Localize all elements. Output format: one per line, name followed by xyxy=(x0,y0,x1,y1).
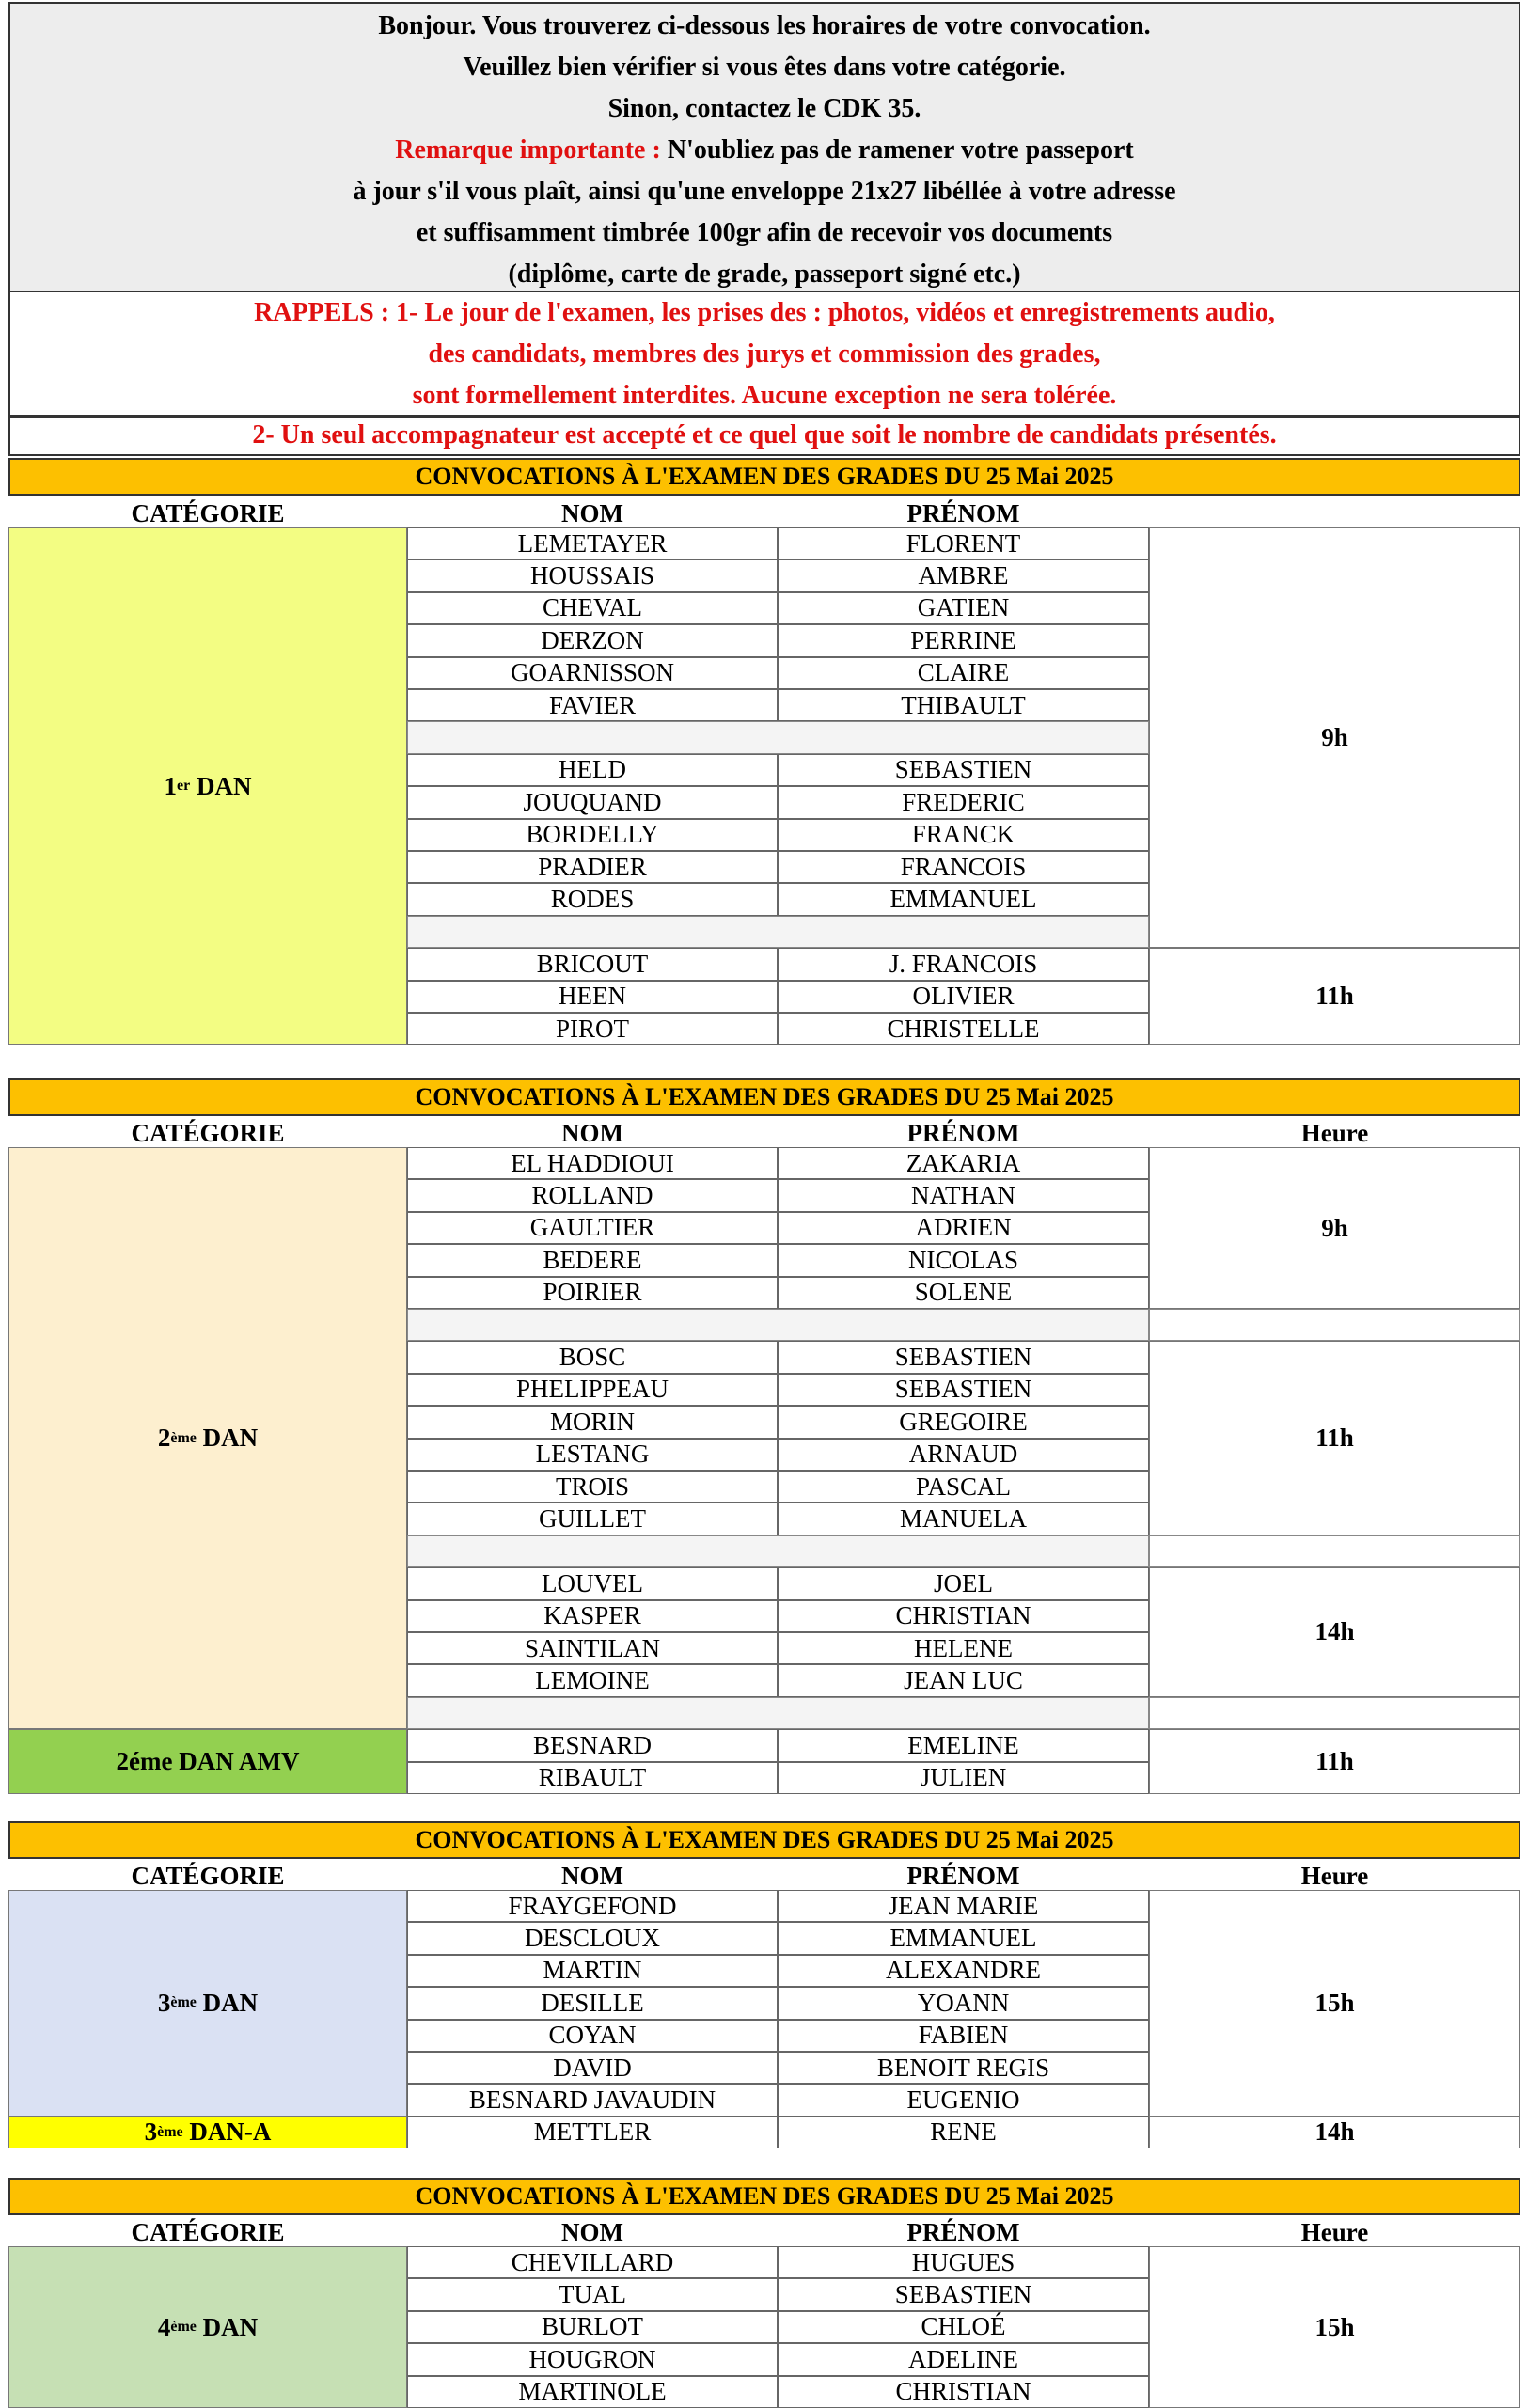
header-prenom: PRÉNOM xyxy=(906,2217,1020,2246)
spacer-row xyxy=(407,1697,1149,1729)
candidate-nom: KASPER xyxy=(407,1600,778,1632)
rappels-line-4: 2- Un seul accompagnateur est accepté et ce quel que soit le nombre de candidats présentés. xyxy=(252,420,1277,449)
candidate-prenom: JEAN MARIE xyxy=(778,1890,1149,1922)
spacer-hour xyxy=(1149,1309,1520,1341)
rappels-line-3: sont formellement interdites. Aucune exception ne sera tolérée. xyxy=(412,381,1117,410)
category-base: 4 xyxy=(157,2312,171,2341)
candidate-nom: HELD xyxy=(407,754,778,786)
spacer-row xyxy=(407,1535,1149,1567)
candidate-prenom: CHRISTIAN xyxy=(778,1600,1149,1632)
category-cell xyxy=(8,527,407,1045)
candidate-nom: LEMETAYER xyxy=(407,527,778,559)
category-sup: ème xyxy=(170,2319,197,2335)
candidate-nom: BOSC xyxy=(407,1341,778,1373)
candidate-nom: BURLOT xyxy=(407,2311,778,2343)
category-cell xyxy=(8,2117,407,2148)
hour-cell: 11h xyxy=(1149,1341,1520,1535)
header-prenom: PRÉNOM xyxy=(906,1861,1020,1890)
candidate-prenom: FLORENT xyxy=(778,527,1149,559)
section-title: CONVOCATIONS À L'EXAMEN DES GRADES DU 25 Mai 2025 xyxy=(8,2178,1520,2215)
category-rest: DAN-A xyxy=(182,2117,272,2147)
candidate-prenom: NATHAN xyxy=(778,1179,1149,1211)
candidate-prenom: SEBASTIEN xyxy=(778,1374,1149,1406)
header-nom: NOM xyxy=(561,498,623,527)
candidate-nom: RODES xyxy=(407,883,778,915)
candidate-nom: BESNARD JAVAUDIN xyxy=(407,2084,778,2116)
candidate-prenom: ZAKARIA xyxy=(778,1147,1149,1179)
candidate-nom: CHEVILLARD xyxy=(407,2246,778,2278)
category-sup: ème xyxy=(170,1994,197,2011)
candidate-nom: RIBAULT xyxy=(407,1762,778,1794)
candidate-nom: PIROT xyxy=(407,1013,778,1045)
header-prenom: PRÉNOM xyxy=(906,1118,1020,1147)
candidate-prenom: CHRISTELLE xyxy=(778,1013,1149,1045)
candidate-nom: TROIS xyxy=(407,1471,778,1503)
spacer-row xyxy=(407,1309,1149,1341)
candidate-nom: METTLER xyxy=(407,2117,778,2148)
candidate-nom: BORDELLY xyxy=(407,819,778,851)
candidate-nom: MARTINOLE xyxy=(407,2376,778,2408)
candidate-nom: DAVID xyxy=(407,2052,778,2084)
header-heure: Heure xyxy=(1300,1118,1369,1147)
candidate-prenom: PASCAL xyxy=(778,1471,1149,1503)
candidate-prenom: EMMANUEL xyxy=(778,883,1149,915)
category-base: 1 xyxy=(164,771,178,800)
notice-line-3: Sinon, contactez le CDK 35. xyxy=(607,94,921,123)
candidate-prenom: GREGOIRE xyxy=(778,1406,1149,1438)
candidate-prenom: ALEXANDRE xyxy=(778,1955,1149,1987)
notice-line-6: et suffisamment timbrée 100gr afin de recevoir vos documents xyxy=(416,218,1113,247)
candidate-prenom: EMMANUEL xyxy=(778,1922,1149,1954)
candidate-prenom: J. FRANCOIS xyxy=(778,948,1149,980)
notice-important xyxy=(10,130,1519,171)
candidate-prenom: SOLENE xyxy=(778,1277,1149,1309)
candidate-nom: GUILLET xyxy=(407,1503,778,1535)
candidate-prenom: CLAIRE xyxy=(778,657,1149,689)
hour-cell: 14h xyxy=(1149,2117,1520,2148)
candidate-prenom: MANUELA xyxy=(778,1503,1149,1535)
candidate-prenom: EUGENIO xyxy=(778,2084,1149,2116)
category-cell xyxy=(8,1729,407,1794)
candidate-nom: BEDERE xyxy=(407,1244,778,1276)
header-prenom: PRÉNOM xyxy=(906,498,1020,527)
rappels-line-2: des candidats, membres des jurys et commission des grades, xyxy=(428,339,1101,369)
header-heure: Heure xyxy=(1300,2217,1369,2246)
candidate-nom: GOARNISSON xyxy=(407,657,778,689)
candidate-prenom: RENE xyxy=(778,2117,1149,2148)
candidate-prenom: CHRISTIAN xyxy=(778,2376,1149,2408)
hour-cell: 14h xyxy=(1149,1567,1520,1697)
candidate-nom: COYAN xyxy=(407,2020,778,2052)
header-categorie: CATÉGORIE xyxy=(131,1861,285,1890)
candidate-prenom: SEBASTIEN xyxy=(778,754,1149,786)
candidate-prenom: EMELINE xyxy=(778,1729,1149,1761)
spacer-row xyxy=(407,721,1149,753)
candidate-prenom: AMBRE xyxy=(778,559,1149,591)
candidate-prenom: OLIVIER xyxy=(778,981,1149,1013)
candidate-nom: GAULTIER xyxy=(407,1212,778,1244)
candidate-nom: FRAYGEFOND xyxy=(407,1890,778,1922)
candidate-prenom: JOEL xyxy=(778,1567,1149,1599)
candidate-prenom: SEBASTIEN xyxy=(778,1341,1149,1373)
candidate-prenom: JULIEN xyxy=(778,1762,1149,1794)
candidate-nom: LEMOINE xyxy=(407,1664,778,1696)
important-label: Remarque importante : xyxy=(395,135,661,165)
candidate-prenom: ARNAUD xyxy=(778,1439,1149,1471)
hour-cell: 11h xyxy=(1149,1729,1520,1794)
category-sup: ème xyxy=(157,2123,183,2140)
hour-cell: 15h xyxy=(1149,1890,1520,2117)
candidate-prenom: ADRIEN xyxy=(778,1212,1149,1244)
category-base: 3 xyxy=(157,1988,171,2017)
candidate-prenom: ADELINE xyxy=(778,2343,1149,2375)
hour-cell: 9h xyxy=(1149,1147,1520,1309)
candidate-nom: POIRIER xyxy=(407,1277,778,1309)
category-cell xyxy=(8,1890,407,2117)
candidate-prenom: PERRINE xyxy=(778,624,1149,656)
candidate-nom: MARTIN xyxy=(407,1955,778,1987)
candidate-prenom: NICOLAS xyxy=(778,1244,1149,1276)
header-categorie: CATÉGORIE xyxy=(131,498,285,527)
header-heure: Heure xyxy=(1300,1861,1369,1890)
candidate-nom: HOUGRON xyxy=(407,2343,778,2375)
notice-box xyxy=(8,2,1520,292)
section-title: CONVOCATIONS À L'EXAMEN DES GRADES DU 25 Mai 2025 xyxy=(8,1078,1520,1116)
candidate-prenom: FRANCOIS xyxy=(778,851,1149,883)
rappels-box-2 xyxy=(8,417,1520,456)
category-sup: er xyxy=(177,778,191,795)
category-rest: DAN xyxy=(190,771,252,800)
candidate-nom: FAVIER xyxy=(407,689,778,721)
candidate-nom: TUAL xyxy=(407,2278,778,2310)
candidate-prenom: CHLOÉ xyxy=(778,2311,1149,2343)
category-cell xyxy=(8,1147,407,1729)
spacer-hour xyxy=(1149,1535,1520,1567)
candidate-nom: HEEN xyxy=(407,981,778,1013)
candidate-prenom: HUGUES xyxy=(778,2246,1149,2278)
category-base: 2 xyxy=(157,1424,171,1453)
candidate-nom: PRADIER xyxy=(407,851,778,883)
candidate-prenom: JEAN LUC xyxy=(778,1664,1149,1696)
important-text: N'oubliez pas de ramener votre passeport xyxy=(660,135,1134,165)
candidate-prenom: FRANCK xyxy=(778,819,1149,851)
hour-cell: 15h xyxy=(1149,2246,1520,2408)
hour-cell: 9h xyxy=(1149,527,1520,948)
candidate-nom: MORIN xyxy=(407,1406,778,1438)
candidate-nom: HOUSSAIS xyxy=(407,559,778,591)
candidate-nom: DERZON xyxy=(407,624,778,656)
candidate-nom: CHEVAL xyxy=(407,592,778,624)
category-rest: DAN xyxy=(196,1424,259,1453)
header-nom: NOM xyxy=(561,1118,623,1147)
candidate-nom: PHELIPPEAU xyxy=(407,1374,778,1406)
header-nom: NOM xyxy=(561,1861,623,1890)
category-cell xyxy=(8,2246,407,2408)
candidate-prenom: FABIEN xyxy=(778,2020,1149,2052)
category-rest: DAN xyxy=(196,2312,259,2341)
candidate-nom: BESNARD xyxy=(407,1729,778,1761)
candidate-prenom: THIBAULT xyxy=(778,689,1149,721)
header-categorie: CATÉGORIE xyxy=(131,2217,285,2246)
candidate-nom: EL HADDIOUI xyxy=(407,1147,778,1179)
section-title: CONVOCATIONS À L'EXAMEN DES GRADES DU 25 Mai 2025 xyxy=(8,1821,1520,1859)
candidate-nom: LESTANG xyxy=(407,1439,778,1471)
candidate-prenom: YOANN xyxy=(778,1987,1149,2019)
candidate-nom: BRICOUT xyxy=(407,948,778,980)
candidate-nom: SAINTILAN xyxy=(407,1632,778,1664)
candidate-nom: ROLLAND xyxy=(407,1179,778,1211)
candidate-nom: DESCLOUX xyxy=(407,1922,778,1954)
header-categorie: CATÉGORIE xyxy=(131,1118,285,1147)
spacer-hour xyxy=(1149,1697,1520,1729)
header-nom: NOM xyxy=(561,2217,623,2246)
hour-cell: 11h xyxy=(1149,948,1520,1045)
candidate-nom: JOUQUAND xyxy=(407,786,778,818)
category-sup: ème xyxy=(170,1429,197,1446)
rappels-box xyxy=(8,292,1520,417)
category-base: 2éme DAN AMV xyxy=(116,1747,300,1776)
category-base: 3 xyxy=(144,2117,158,2147)
spacer-row xyxy=(407,916,1149,948)
rappels-line-1: RAPPELS : 1- Le jour de l'examen, les prises des : photos, vidéos et enregistrements audio, xyxy=(254,298,1275,327)
section-title: CONVOCATIONS À L'EXAMEN DES GRADES DU 25 Mai 2025 xyxy=(8,458,1520,496)
category-rest: DAN xyxy=(196,1988,259,2017)
notice-line-7: (diplôme, carte de grade, passeport signé etc.) xyxy=(508,260,1021,289)
candidate-nom: DESILLE xyxy=(407,1987,778,2019)
candidate-prenom: GATIEN xyxy=(778,592,1149,624)
notice-line-2: Veuillez bien vérifier si vous êtes dans votre catégorie. xyxy=(463,53,1066,82)
notice-line-1: Bonjour. Vous trouverez ci-dessous les horaires de votre convocation. xyxy=(378,11,1151,40)
candidate-prenom: BENOIT REGIS xyxy=(778,2052,1149,2084)
candidate-prenom: SEBASTIEN xyxy=(778,2278,1149,2310)
candidate-nom: LOUVEL xyxy=(407,1567,778,1599)
candidate-prenom: HELENE xyxy=(778,1632,1149,1664)
notice-line-5: à jour s'il vous plaît, ainsi qu'une enveloppe 21x27 libéllée à votre adresse xyxy=(353,177,1176,206)
candidate-prenom: FREDERIC xyxy=(778,786,1149,818)
